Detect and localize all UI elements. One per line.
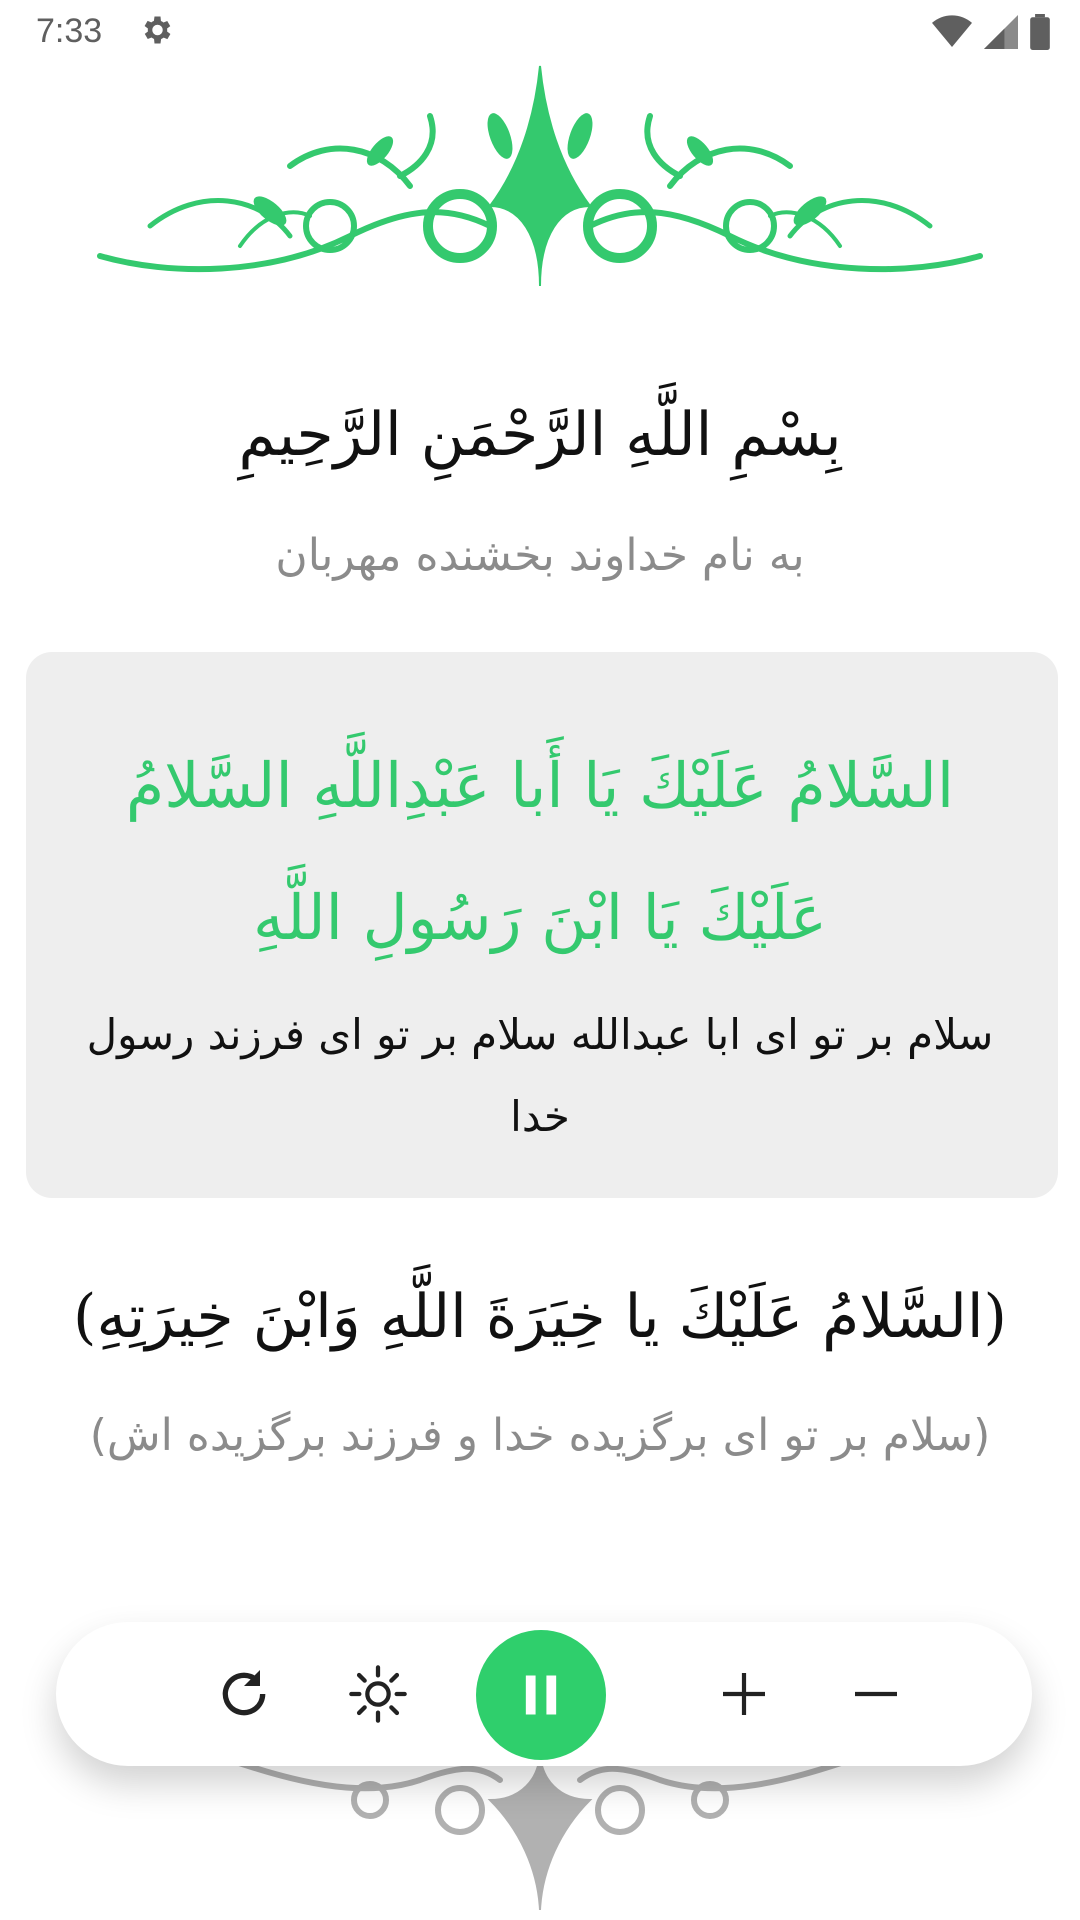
- brightness-icon: [346, 1662, 410, 1726]
- playback-controls: [56, 1622, 1032, 1766]
- bismillah-translation: به نام خداوند بخشنده مهربان: [275, 530, 805, 581]
- battery-icon: [1030, 14, 1050, 50]
- repeat-icon: [212, 1662, 276, 1726]
- bismillah-arabic: بِسْمِ اللَّهِ الرَّحْمَنِ الرَّحِيمِ: [238, 400, 842, 470]
- current-verse-translation: سلام بر تو ای ابا عبدالله سلام بر تو ای فرزند رسول خدا: [86, 1010, 994, 1141]
- next-verse-arabic: (السَّلامُ عَلَيْكَ يا خِيَرَةَ اللَّهِ وَابْنَ خِيرَتِهِ): [73, 1282, 1007, 1352]
- repeat-button[interactable]: [206, 1656, 282, 1732]
- top-ornament-icon: [90, 56, 990, 296]
- next-verse-translation: (سلام بر تو ای برگزیده خدا و فرزند برگزیده اش): [89, 1410, 991, 1461]
- bottom-ornament-icon: [220, 1740, 860, 1920]
- plus-icon: [716, 1666, 772, 1722]
- status-time: 7:33: [36, 12, 103, 50]
- signal-icon: [984, 15, 1018, 49]
- minus-icon: [848, 1666, 904, 1722]
- brightness-button[interactable]: [340, 1656, 416, 1732]
- status-bar: [0, 0, 1080, 64]
- pause-icon: [515, 1669, 567, 1721]
- status-icons: [932, 14, 1050, 50]
- font-increase-button[interactable]: [706, 1656, 782, 1732]
- current-verse-arabic: السَّلامُ عَلَيْكَ يَا أَبا عَبْدِاللَّهِ السَّلامُ عَلَيْكَ يَا ابْنَ رَسُولِ اللَّهِ: [125, 749, 955, 954]
- wifi-icon: [932, 15, 972, 49]
- pause-button[interactable]: [476, 1630, 606, 1760]
- settings-gear-icon: [138, 12, 174, 48]
- font-decrease-button[interactable]: [838, 1656, 914, 1732]
